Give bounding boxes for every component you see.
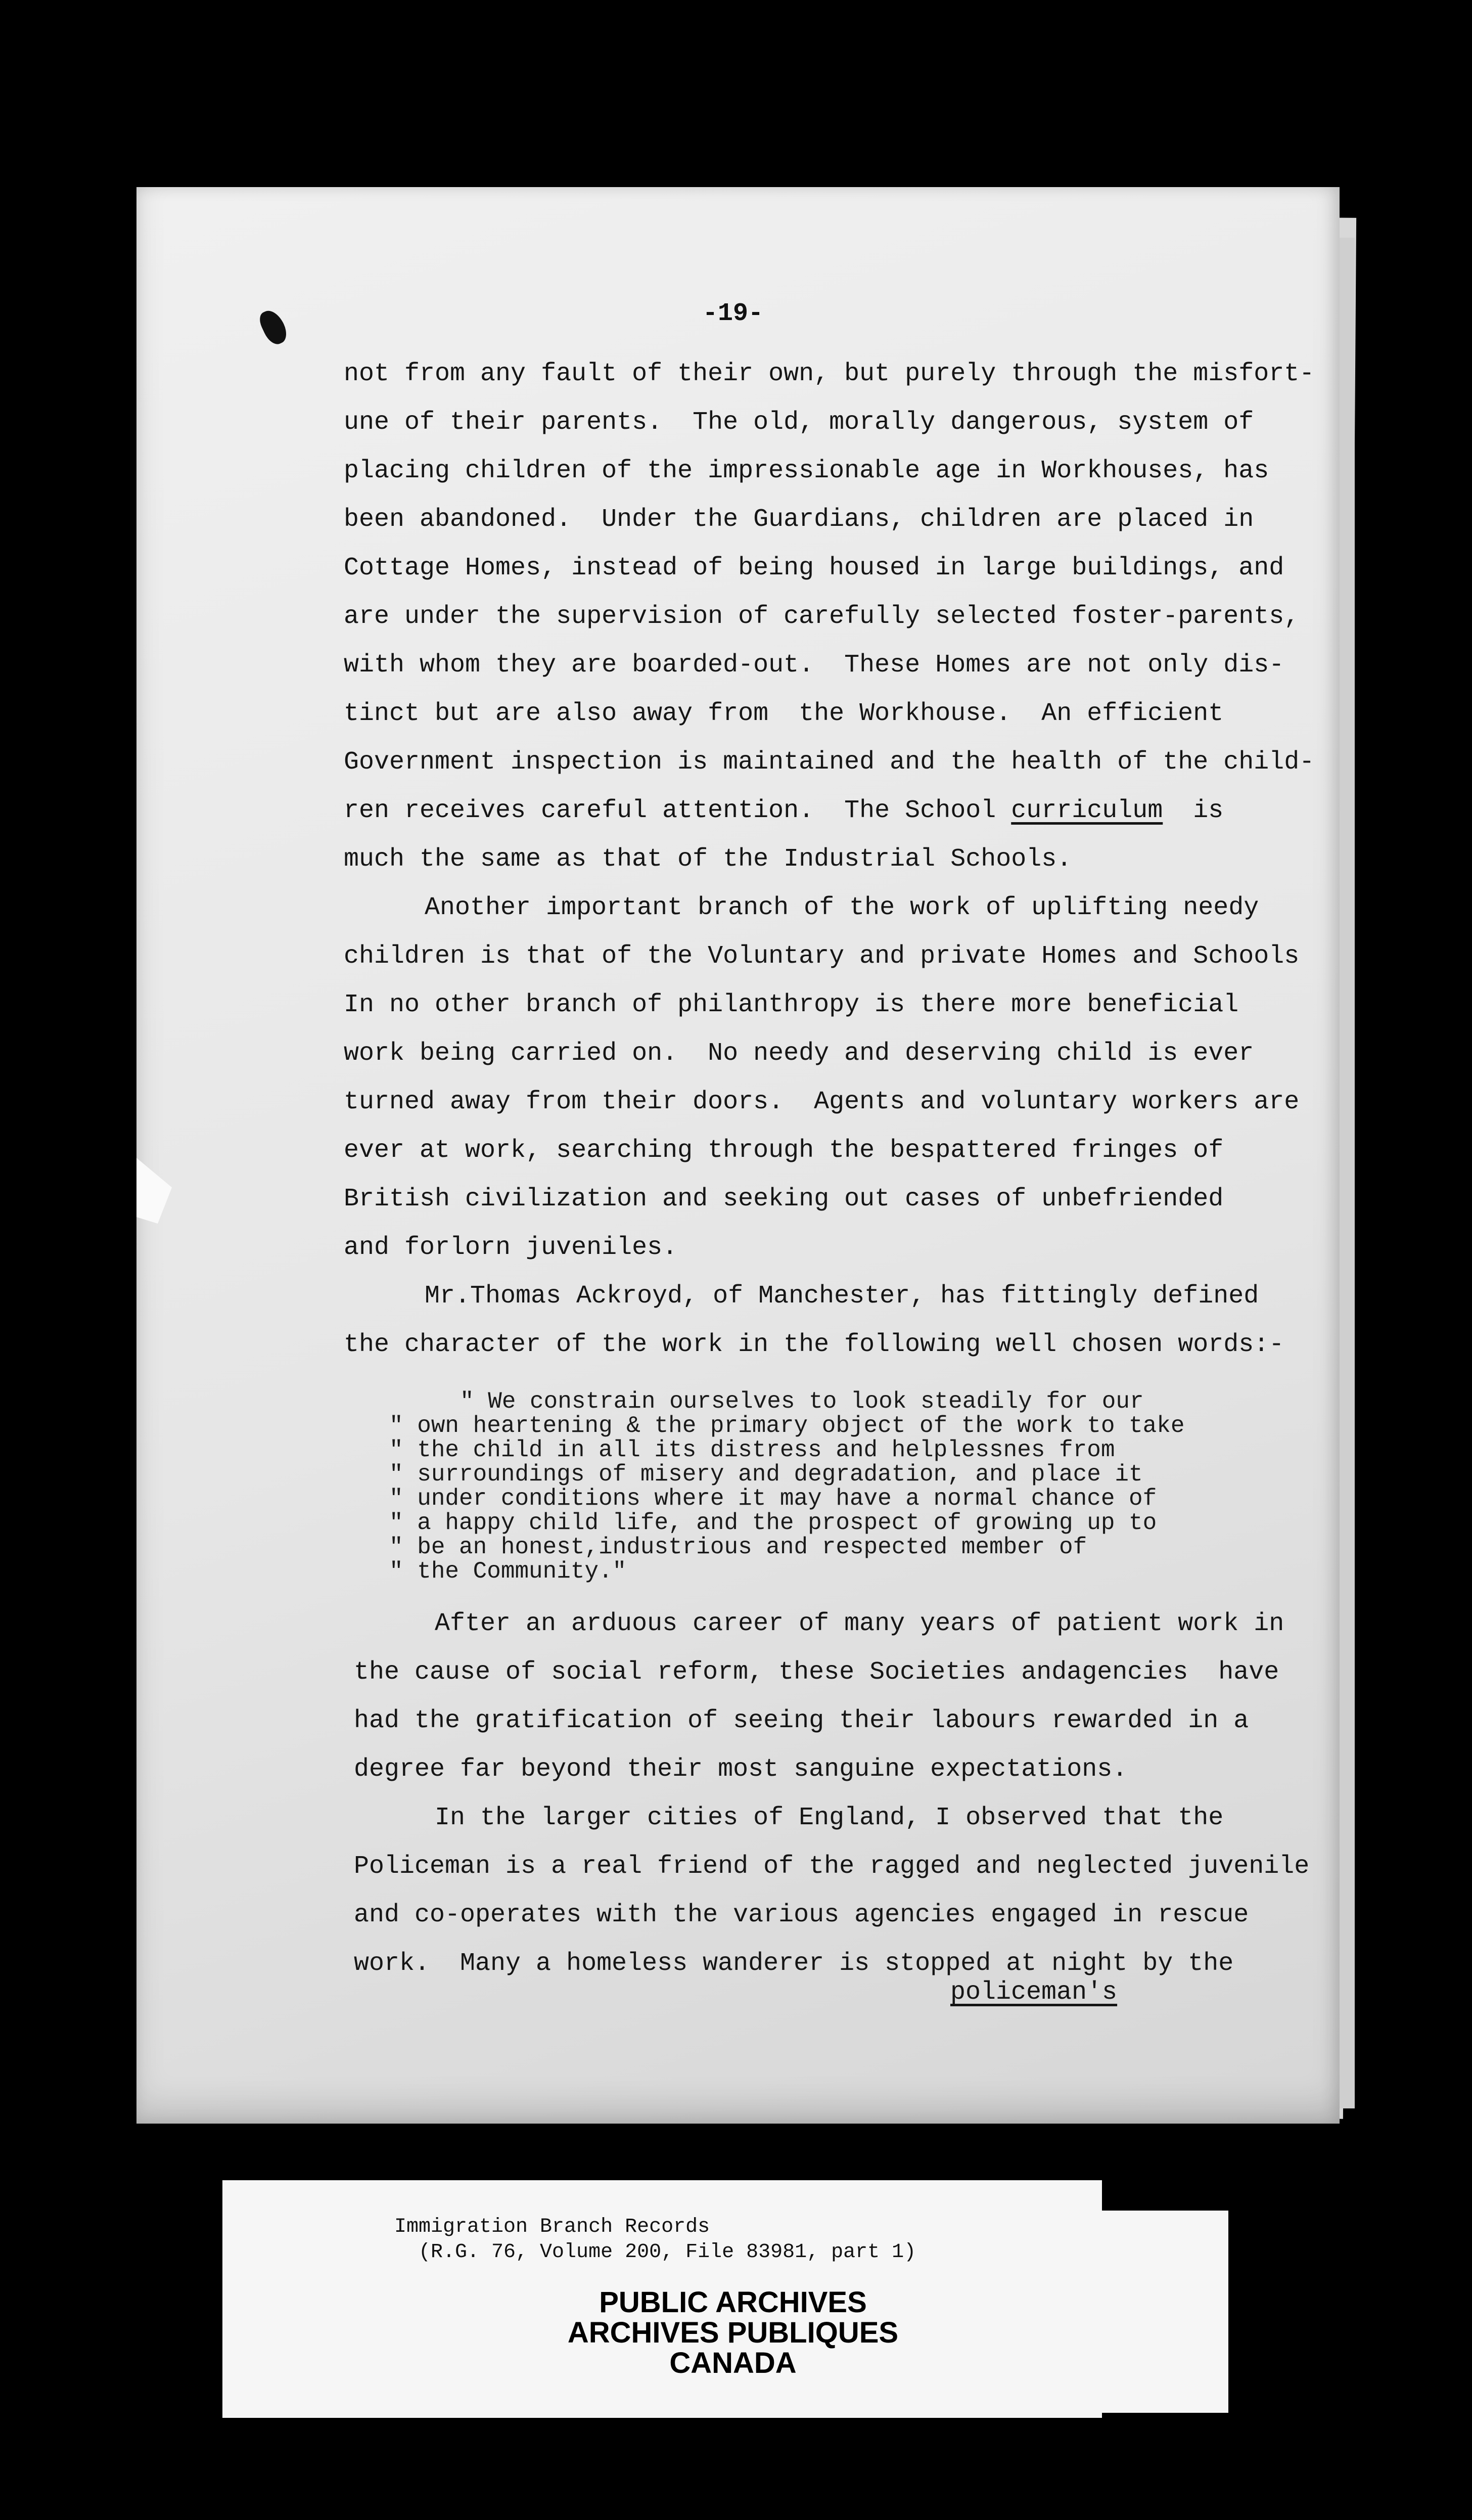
archive-reference (394, 2215, 916, 2265)
text-line: placing children of the impressionable age in Workhouses, has (344, 457, 1269, 485)
quote-line: " own heartening & the primary object of the work to take (389, 1413, 1185, 1439)
text-line: and forlorn juveniles. (344, 1233, 678, 1262)
text-line: ever at work, searching through the bespattered fringes of (344, 1136, 1224, 1165)
text-line: been abandoned. Under the Guardians, children are placed in (344, 505, 1254, 534)
text-line: work being carried on. No needy and deserving child is ever (344, 1039, 1254, 1068)
quote-line: " be an honest,industrious and respected member of (389, 1534, 1087, 1560)
reference-line: (R.G. 76, Volume 200, File 83981, part 1) (394, 2241, 916, 2264)
archive-stamp (505, 2287, 960, 2378)
text-line: Policeman is a real friend of the ragged and neglected juvenile (354, 1852, 1310, 1881)
quote-line: " a happy child life, and the prospect of growing up to (389, 1510, 1157, 1536)
text-line: much the same as that of the Industrial Schools. (344, 845, 1072, 874)
quote-line: " We constrain ourselves to look steadily for our (460, 1388, 1144, 1415)
quote-line: " surroundings of misery and degradation, and place it (389, 1461, 1143, 1488)
text-line: the character of the work in the following well chosen words:- (344, 1330, 1284, 1359)
text-line: Cottage Homes, instead of being housed in large buildings, and (344, 554, 1284, 582)
quote-line: " under conditions where it may have a normal chance of (389, 1486, 1157, 1512)
archives-french: ARCHIVES PUBLIQUES (567, 2316, 899, 2349)
body-text-top (344, 350, 1315, 1369)
catchword: policeman's (950, 1978, 1118, 2007)
archives-english: PUBLIC ARCHIVES (599, 2286, 867, 2319)
text-line: British civilization and seeking out cases of unbefriended (344, 1185, 1224, 1213)
text-line: une of their parents. The old, morally dangerous, system of (344, 408, 1254, 437)
text-line: children is that of the Voluntary and private Homes and Schools (344, 942, 1300, 971)
text-line: degree far beyond their most sanguine expectations. (354, 1755, 1128, 1784)
text-line: Another important branch of the work of uplifting needy (425, 893, 1259, 922)
text-line: with whom they are boarded-out. These Homes are not only dis- (344, 651, 1284, 680)
quote-line: " the child in all its distress and helplessnes from (389, 1437, 1115, 1463)
text-line: In no other branch of philanthropy is there more beneficial (344, 991, 1239, 1019)
text-line: After an arduous career of many years of patient work in (435, 1609, 1284, 1638)
page-number: -19- (703, 299, 764, 328)
text-line: not from any fault of their own, but purely through the misfort- (344, 359, 1315, 388)
quote-line: " the Community." (389, 1558, 627, 1585)
text-line: tinct but are also away from the Workhouse. An efficient (344, 699, 1224, 728)
text-segment: is (1163, 796, 1224, 825)
text-line: turned away from their doors. Agents and voluntary workers are (344, 1088, 1300, 1116)
text-line: Government inspection is maintained and the health of the child- (344, 748, 1315, 777)
text-line: the cause of social reform, these Societies andagencies have (354, 1658, 1279, 1687)
text-line: had the gratification of seeing their labours rewarded in a (354, 1706, 1249, 1735)
block-quote (389, 1389, 1299, 1584)
text-line (344, 787, 1304, 835)
text-line: and co-operates with the various agencies engaged in rescue (354, 1901, 1249, 1929)
body-text-bottom (354, 1600, 1314, 1988)
reference-line: Immigration Branch Records (394, 2216, 710, 2238)
underlined-word: curriculum (1011, 796, 1163, 825)
text-line: are under the supervision of carefully selected foster-parents, (344, 602, 1300, 631)
archives-country: CANADA (669, 2347, 797, 2379)
text-line: work. Many a homeless wanderer is stopped at night by the (354, 1949, 1234, 1978)
text-segment: ren receives careful attention. The School (344, 796, 1011, 825)
text-line: Mr.Thomas Ackroyd, of Manchester, has fittingly defined (425, 1282, 1259, 1311)
text-line: In the larger cities of England, I observed that the (435, 1804, 1224, 1832)
